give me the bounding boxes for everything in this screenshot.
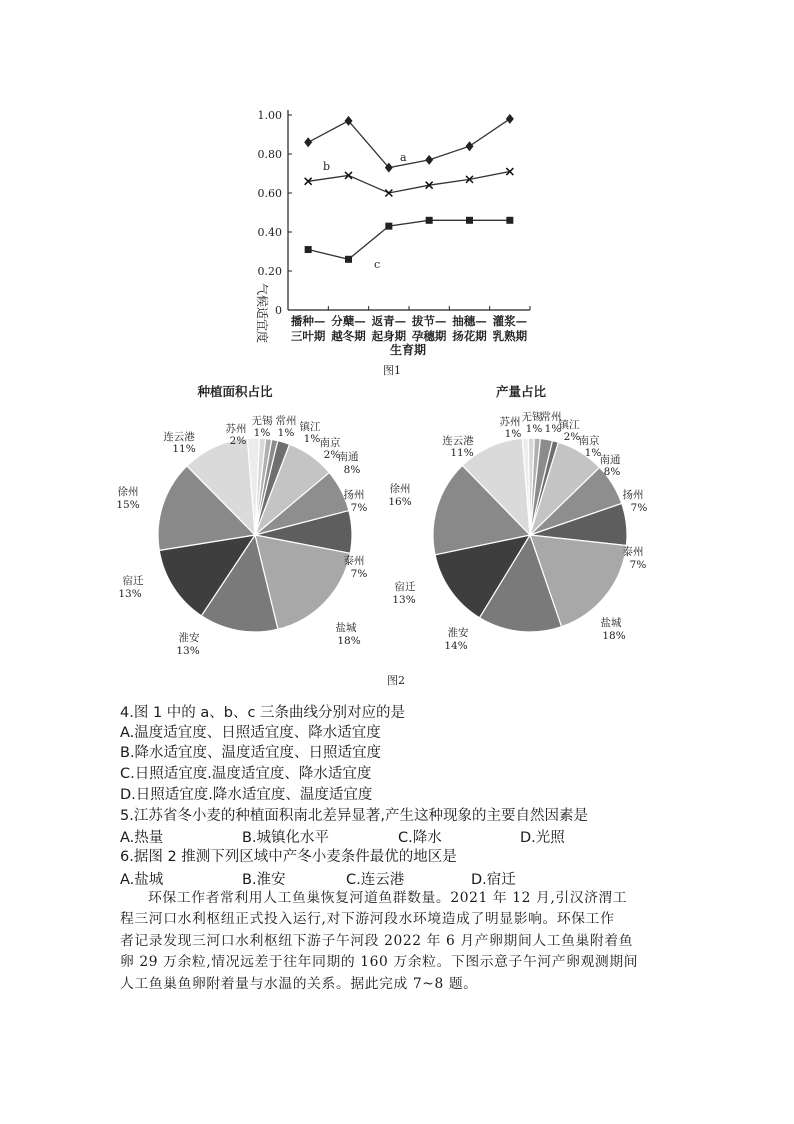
right-slice-value-label: 18%	[602, 630, 626, 642]
right-slice-name-label: 南京	[578, 435, 600, 447]
question-4-option-d[interactable]: D.日照适宜度.降水适宜度、温度适宜度	[120, 787, 373, 803]
fig1-series	[304, 114, 514, 263]
left-slice-name-label: 宿迁	[122, 575, 144, 587]
series-a-point	[466, 141, 474, 151]
question-6-option-b[interactable]: B.淮安	[242, 872, 286, 888]
passage-line-2: 程三河口水利枢纽正式投入运行,对下游河段水环境造成了明显影响。环保工作	[120, 911, 615, 927]
left-slice-name-label: 徐州	[117, 486, 139, 498]
left-slice-name-label: 淮安	[178, 632, 200, 644]
left-slice-value-label: 2%	[229, 435, 247, 447]
fig1-x-tick-label-bottom: 越冬期	[331, 329, 366, 343]
fig1-x-tick-label-top: 抽穗—	[452, 314, 487, 328]
right-slice-name-label: 苏州	[499, 416, 521, 428]
right-slice-value-label: 1%	[525, 423, 543, 435]
question-5-option-b[interactable]: B.城镇化水平	[242, 830, 330, 846]
question-4-stem: 4.图 1 中的 a、b、c 三条曲线分别对应的是	[120, 705, 406, 721]
right-slice-value-label: 13%	[392, 594, 416, 606]
passage-line-5: 人工鱼巢鱼卵附着量与水温的关系。据此完成 7~8 题。	[120, 976, 478, 992]
series-c-point	[345, 256, 352, 263]
right-slice-value-label: 2%	[563, 431, 581, 443]
left-slice-name-label: 南通	[337, 451, 359, 463]
left-slice-name-label: 南京	[319, 437, 341, 449]
right-slice-name-label: 镇江	[558, 419, 580, 431]
fig1-x-tick-label-bottom: 起身期	[371, 329, 407, 343]
left-pie-title: 种植面积占比	[197, 384, 273, 399]
fig1-x-tick-label-top: 拔节—	[411, 314, 447, 328]
left-slice-value-label: 15%	[116, 499, 140, 511]
right-slice-value-label: 1%	[584, 447, 602, 459]
series-c-point	[426, 217, 433, 224]
left-slice-value-label: 13%	[118, 588, 142, 600]
right-slice-value-label: 7%	[629, 559, 647, 571]
left-slice-value-label: 11%	[172, 443, 196, 455]
left-slice-name-label: 苏州	[225, 423, 247, 435]
series-c-point	[305, 246, 312, 253]
left-slice-value-label: 8%	[343, 464, 361, 476]
right-slice-name-label: 常州	[540, 411, 562, 423]
fig1-y-tick-label: 0.60	[257, 187, 282, 200]
right-slice-name-label: 南通	[599, 454, 621, 466]
left-slice-name-label: 镇江	[299, 421, 321, 433]
series-c-point	[466, 217, 473, 224]
left-pie	[158, 438, 352, 632]
question-6-option-c[interactable]: C.连云港	[346, 872, 405, 888]
left-slice-name-label: 扬州	[343, 489, 365, 501]
fig2-caption: 图2	[387, 674, 405, 687]
fig1-y-tick-label: 0.80	[257, 148, 282, 161]
question-4-option-b[interactable]: B.降水适宜度、温度适宜度、日照适宜度	[120, 745, 382, 761]
figure-2-pie-charts	[100, 380, 700, 692]
left-slice-value-label: 7%	[350, 568, 368, 580]
fig1-y-tick-label: 0	[275, 304, 282, 317]
left-slice-name-label: 盐城	[335, 622, 357, 634]
fig1-x-tick-label-top: 返青—	[371, 314, 407, 328]
series-c-line	[308, 220, 510, 259]
right-slice-name-label: 泰州	[622, 546, 644, 558]
fig1-y-axis-label: 气候适宜度	[255, 282, 269, 344]
left-slice-value-label: 7%	[350, 502, 368, 514]
right-slice-name-label: 连云港	[442, 435, 474, 447]
fig1-x-tick-label-top: 分蘖—	[331, 314, 366, 328]
fig1-y-tick-label: 0.40	[257, 226, 282, 239]
left-slice-value-label: 1%	[303, 433, 321, 445]
right-slice-value-label: 8%	[603, 466, 621, 478]
series-a-label: a	[400, 151, 407, 164]
series-a-point	[425, 155, 433, 165]
fig1-x-axis-label: 生育期	[389, 343, 427, 357]
left-slice-value-label: 13%	[176, 645, 200, 657]
right-slice-name-label: 宿迁	[394, 581, 416, 593]
left-slice-name-label: 无锡	[251, 415, 273, 427]
left-slice-value-label: 1%	[253, 427, 271, 439]
question-5-option-c[interactable]: C.降水	[398, 830, 442, 846]
question-5-option-a[interactable]: A.热量	[120, 830, 164, 846]
right-slice-name-label: 徐州	[389, 483, 411, 495]
fig1-x-tick-label-bottom: 三叶期	[290, 329, 326, 343]
left-slice-value-label: 1%	[277, 427, 295, 439]
left-slice-value-label: 18%	[337, 635, 361, 647]
fig1-x-tick-label-top: 灌浆—	[492, 314, 528, 328]
series-c-point	[506, 217, 513, 224]
passage-line-1: 环保工作者常利用人工鱼巢恢复河道鱼群数量。2021 年 12 月,引汉济渭工	[148, 890, 628, 906]
series-c-label: c	[374, 258, 381, 271]
passage-line-4: 卵 29 万余粒,情况远差于往年同期的 160 万余粒。下图示意子午河产卵观测期间	[120, 954, 639, 970]
series-a-line	[308, 119, 510, 168]
fig1-x-tick-label-top: 播种—	[290, 314, 326, 328]
right-pie	[433, 438, 627, 632]
question-4-option-a[interactable]: A.温度适宜度、日照适宜度、降水适宜度	[120, 725, 381, 741]
right-slice-value-label: 14%	[444, 640, 468, 652]
right-slice-name-label: 盐城	[600, 617, 622, 629]
right-slice-value-label: 7%	[630, 502, 648, 514]
fig1-y-tick-label: 1.00	[257, 109, 282, 122]
fig1-caption: 图1	[383, 364, 401, 377]
series-a-point	[506, 114, 514, 124]
left-slice-name-label: 泰州	[343, 555, 365, 567]
question-6-option-d[interactable]: D.宿迁	[471, 872, 516, 888]
question-6-option-a[interactable]: A.盐城	[120, 872, 164, 888]
left-slice-value-label: 2%	[323, 449, 341, 461]
question-6-stem: 6.据图 2 推测下列区域中产冬小麦条件最优的地区是	[120, 849, 457, 865]
fig1-x-tick-label-bottom: 孕穗期	[411, 329, 447, 343]
right-slice-name-label: 扬州	[622, 489, 644, 501]
right-slice-name-label: 淮安	[447, 627, 469, 639]
series-a-point	[304, 137, 312, 147]
passage-line-3: 者记录发现三河口水利枢纽下游子午河段 2022 年 6 月产卵期间人工鱼巢附着鱼	[120, 933, 634, 949]
right-slice-value-label: 11%	[450, 447, 474, 459]
right-slice-name-label: 无锡	[521, 411, 543, 423]
fig1-y-tick-label: 0.20	[257, 265, 282, 278]
right-slice-value-label: 1%	[544, 423, 562, 435]
question-4-option-c[interactable]: C.日照适宜度.温度适宜度、降水适宜度	[120, 766, 372, 782]
fig1-x-tick-label-bottom: 乳熟期	[492, 329, 528, 343]
question-5-stem: 5.江苏省冬小麦的种植面积南北差异显著,产生这种现象的主要自然因素是	[120, 808, 588, 824]
right-pie-title: 产量占比	[495, 384, 547, 399]
left-slice-name-label: 常州	[275, 415, 297, 427]
right-slice-value-label: 16%	[388, 496, 412, 508]
series-b-line	[308, 172, 510, 193]
series-c-point	[385, 223, 392, 230]
right-slice-value-label: 1%	[504, 428, 522, 440]
fig1-x-tick-label-bottom: 扬花期	[452, 329, 487, 343]
figure-1-line-chart	[230, 100, 550, 380]
left-slice-name-label: 连云港	[163, 431, 195, 443]
series-b-label: b	[323, 160, 331, 173]
question-5-option-d[interactable]: D.光照	[520, 830, 565, 846]
